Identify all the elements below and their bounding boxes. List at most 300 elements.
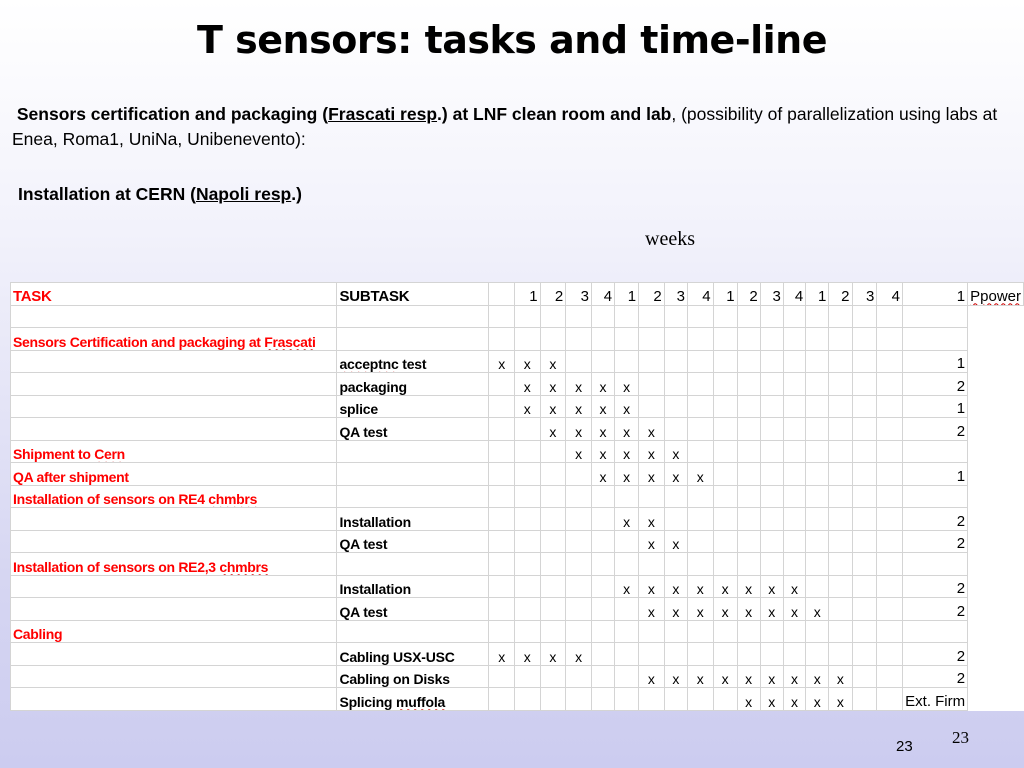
subtask-cell: QA test (337, 598, 489, 621)
p2-resp: Napoli resp (195, 184, 292, 204)
table-row (11, 350, 1024, 373)
week-cell (687, 418, 713, 441)
task-cell (11, 598, 337, 621)
week-cell (760, 328, 783, 351)
ppower-cell: 2 (903, 643, 968, 666)
week-cell (566, 575, 592, 598)
week-cell (806, 553, 829, 576)
week-cell (687, 328, 713, 351)
week-cell (760, 418, 783, 441)
week-cell (540, 328, 566, 351)
week-cell: x (760, 665, 783, 688)
week-cell (489, 440, 514, 463)
week-cell (489, 485, 514, 508)
week-cell (591, 485, 614, 508)
ppower-cell (903, 328, 968, 351)
week-number: 4 (783, 283, 805, 306)
week-cell (713, 328, 737, 351)
task-cell (11, 350, 337, 373)
spacer-cell (489, 283, 514, 306)
week-cell: x (639, 530, 665, 553)
subtask-cell: QA test (337, 418, 489, 441)
week-cell: x (591, 373, 614, 396)
week-cell (713, 395, 737, 418)
week-cell (687, 373, 713, 396)
week-cell (540, 553, 566, 576)
week-cell: x (737, 688, 760, 711)
week-cell (737, 643, 760, 666)
week-cell (760, 395, 783, 418)
task-cell (11, 508, 337, 531)
week-number: 4 (687, 283, 713, 306)
week-cell (760, 620, 783, 643)
week-cell (783, 373, 805, 396)
gantt-table (10, 282, 1024, 711)
week-cell: x (615, 508, 639, 531)
week-cell: x (514, 395, 540, 418)
ppower-cell (903, 553, 968, 576)
task-cell (11, 305, 337, 328)
week-cell: x (540, 643, 566, 666)
week-cell (591, 328, 614, 351)
week-cell: x (664, 530, 687, 553)
week-cell (639, 328, 665, 351)
week-cell (829, 440, 852, 463)
week-cell (540, 530, 566, 553)
week-cell: x (489, 643, 514, 666)
spellcheck-word: Frascati (264, 333, 316, 350)
week-cell (591, 305, 614, 328)
subtask-cell: Cabling on Disks (337, 665, 489, 688)
week-cell (852, 485, 877, 508)
ppower-cell: 1 (903, 395, 968, 418)
week-cell (591, 688, 614, 711)
week-cell (489, 665, 514, 688)
week-cell (806, 440, 829, 463)
week-cell (783, 395, 805, 418)
week-cell: x (783, 598, 805, 621)
week-cell: x (664, 665, 687, 688)
week-cell (852, 463, 877, 486)
week-cell (852, 418, 877, 441)
subtask-cell: acceptnc test (337, 350, 489, 373)
week-cell: x (639, 418, 665, 441)
ppower-header (968, 283, 1024, 306)
table-row (11, 328, 1024, 351)
week-cell (713, 688, 737, 711)
subtask-cell: packaging (337, 373, 489, 396)
table-row (11, 598, 1024, 621)
week-cell (615, 350, 639, 373)
week-cell (806, 643, 829, 666)
week-number: 2 (829, 283, 852, 306)
week-cell (852, 688, 877, 711)
week-cell (489, 598, 514, 621)
subtask-cell: Cabling USX-USC (337, 643, 489, 666)
week-cell (852, 553, 877, 576)
table-row (11, 575, 1024, 598)
week-cell (783, 440, 805, 463)
subtask-cell (337, 328, 489, 351)
week-cell (829, 643, 852, 666)
week-cell: x (783, 665, 805, 688)
week-cell (713, 373, 737, 396)
spellcheck-word: chmbrs (219, 558, 269, 575)
week-cell (760, 508, 783, 531)
week-cell: x (664, 440, 687, 463)
week-cell: x (615, 395, 639, 418)
week-cell (566, 463, 592, 486)
week-cell (806, 575, 829, 598)
week-cell: x (540, 418, 566, 441)
week-cell (829, 395, 852, 418)
week-cell (783, 418, 805, 441)
week-cell (783, 305, 805, 328)
week-cell: x (514, 373, 540, 396)
week-cell (566, 350, 592, 373)
week-cell (540, 463, 566, 486)
task-cell: Installation of sensors on RE2,3 chmbrs (11, 553, 337, 576)
week-cell (687, 395, 713, 418)
week-cell (615, 553, 639, 576)
week-cell (877, 418, 903, 441)
week-cell (615, 620, 639, 643)
week-cell: x (615, 575, 639, 598)
week-cell (852, 530, 877, 553)
week-cell (713, 418, 737, 441)
week-cell (713, 643, 737, 666)
week-cell (615, 530, 639, 553)
week-cell (664, 373, 687, 396)
week-cell (737, 508, 760, 531)
table-row (11, 373, 1024, 396)
week-cell (489, 418, 514, 441)
week-cell (566, 665, 592, 688)
week-cell (591, 350, 614, 373)
spellcheck-word: acceptnc (339, 356, 399, 372)
week-cell (514, 508, 540, 531)
week-cell: x (591, 395, 614, 418)
week-cell (615, 328, 639, 351)
week-number: 2 (540, 283, 566, 306)
task-cell (11, 418, 337, 441)
week-cell (489, 373, 514, 396)
slide-title: T sensors: tasks and time-line (197, 18, 827, 62)
week-cell (877, 598, 903, 621)
week-cell (566, 553, 592, 576)
week-cell: x (566, 440, 592, 463)
week-number: 3 (664, 283, 687, 306)
week-cell (877, 395, 903, 418)
week-cell (877, 530, 903, 553)
week-cell (737, 305, 760, 328)
week-cell (664, 305, 687, 328)
task-cell: Cabling (11, 620, 337, 643)
table-row (11, 305, 1024, 328)
page-number-b: 23 (896, 738, 913, 755)
week-cell (514, 418, 540, 441)
week-cell (783, 350, 805, 373)
week-cell (664, 485, 687, 508)
week-cell (639, 688, 665, 711)
week-cell (687, 305, 713, 328)
week-cell: x (687, 598, 713, 621)
week-cell (489, 508, 514, 531)
week-cell (877, 328, 903, 351)
week-cell (639, 373, 665, 396)
week-cell (783, 328, 805, 351)
week-cell (713, 620, 737, 643)
p2-lead: Installation at CERN ( (18, 184, 196, 204)
week-cell: x (713, 575, 737, 598)
week-cell: x (639, 508, 665, 531)
week-cell (760, 643, 783, 666)
week-cell: x (783, 688, 805, 711)
ppower-cell (903, 440, 968, 463)
week-cell (852, 508, 877, 531)
week-cell (737, 373, 760, 396)
week-cell: x (737, 575, 760, 598)
week-cell: x (760, 688, 783, 711)
week-cell (760, 553, 783, 576)
week-cell (639, 553, 665, 576)
week-cell (566, 598, 592, 621)
week-cell (615, 665, 639, 688)
week-cell (737, 328, 760, 351)
subtask-cell: Installation (337, 575, 489, 598)
ppower-cell: 2 (903, 418, 968, 441)
week-cell: x (760, 598, 783, 621)
week-cell (877, 665, 903, 688)
week-cell (540, 440, 566, 463)
week-cell (615, 643, 639, 666)
week-cell: x (806, 598, 829, 621)
week-cell (760, 350, 783, 373)
ppower-cell: 2 (903, 508, 968, 531)
table-row (11, 395, 1024, 418)
week-cell (591, 643, 614, 666)
week-number: 4 (591, 283, 614, 306)
week-cell (877, 350, 903, 373)
week-cell (852, 440, 877, 463)
week-cell (829, 575, 852, 598)
gantt-body (11, 305, 1024, 710)
week-cell (540, 508, 566, 531)
week-cell (852, 665, 877, 688)
week-cell (877, 620, 903, 643)
table-row (11, 620, 1024, 643)
week-cell (687, 688, 713, 711)
week-cell (760, 373, 783, 396)
spellcheck-word: Cern (94, 446, 125, 462)
p1-lead: Sensors certification and packaging ( (16, 104, 329, 124)
week-cell (713, 553, 737, 576)
week-cell (687, 350, 713, 373)
week-cell (591, 530, 614, 553)
week-cell (806, 530, 829, 553)
week-cell: x (829, 665, 852, 688)
week-cell (713, 530, 737, 553)
subtask-cell: QA test (337, 530, 489, 553)
week-cell (877, 553, 903, 576)
week-cell (760, 463, 783, 486)
week-cell (489, 575, 514, 598)
week-cell (591, 553, 614, 576)
subtask-cell (337, 305, 489, 328)
week-cell: x (687, 575, 713, 598)
week-cell (829, 418, 852, 441)
subtask-cell: Splicing muffola (337, 688, 489, 711)
week-cell (852, 350, 877, 373)
week-cell (806, 620, 829, 643)
week-cell (877, 440, 903, 463)
week-cell (713, 485, 737, 508)
week-cell (829, 485, 852, 508)
table-row (11, 508, 1024, 531)
task-cell (11, 575, 337, 598)
week-cell (540, 665, 566, 688)
week-cell (829, 305, 852, 328)
p1-resp: Frascati resp (328, 104, 438, 124)
week-number: 4 (877, 283, 903, 306)
week-cell: x (713, 665, 737, 688)
weeks-label: weeks (645, 228, 695, 250)
week-number: 3 (566, 283, 592, 306)
week-cell (591, 598, 614, 621)
week-cell (829, 350, 852, 373)
week-cell: x (566, 418, 592, 441)
week-number: 1 (514, 283, 540, 306)
week-number: 1 (903, 283, 968, 306)
week-cell (713, 508, 737, 531)
week-cell (737, 440, 760, 463)
ppower-cell (903, 305, 968, 328)
week-cell (514, 305, 540, 328)
ppower-header-text: Ppower (970, 287, 1021, 305)
week-cell (713, 305, 737, 328)
week-cell (687, 643, 713, 666)
week-cell: x (566, 373, 592, 396)
week-cell (877, 373, 903, 396)
week-cell (489, 305, 514, 328)
week-cell: x (783, 575, 805, 598)
week-cell: x (639, 665, 665, 688)
week-cell (566, 305, 592, 328)
week-cell: x (639, 463, 665, 486)
week-cell: x (687, 463, 713, 486)
week-cell: x (737, 598, 760, 621)
week-cell: x (615, 463, 639, 486)
week-cell (852, 373, 877, 396)
week-cell (639, 350, 665, 373)
week-cell (783, 620, 805, 643)
week-cell (760, 305, 783, 328)
week-cell (806, 508, 829, 531)
week-cell (806, 418, 829, 441)
ppower-cell: 2 (903, 665, 968, 688)
intro-paragraph-2 (18, 184, 302, 205)
subtask-cell (337, 620, 489, 643)
week-cell (877, 485, 903, 508)
task-cell (11, 395, 337, 418)
week-cell (514, 575, 540, 598)
week-cell (829, 553, 852, 576)
subtask-cell: splice (337, 395, 489, 418)
week-cell: x (687, 665, 713, 688)
subtask-cell: Installation (337, 508, 489, 531)
week-number: 2 (737, 283, 760, 306)
week-cell (514, 688, 540, 711)
week-cell (760, 530, 783, 553)
subtask-cell (337, 463, 489, 486)
week-cell (615, 485, 639, 508)
week-cell (783, 530, 805, 553)
subtask-cell (337, 485, 489, 508)
week-cell: x (514, 350, 540, 373)
week-cell (806, 328, 829, 351)
week-cell: x (540, 395, 566, 418)
week-cell (852, 395, 877, 418)
week-cell: x (591, 418, 614, 441)
week-cell (591, 575, 614, 598)
week-cell (806, 485, 829, 508)
week-cell (737, 530, 760, 553)
week-cell (829, 598, 852, 621)
week-cell (877, 688, 903, 711)
week-cell (514, 440, 540, 463)
week-cell (852, 620, 877, 643)
week-cell (591, 620, 614, 643)
week-cell: x (540, 373, 566, 396)
ppower-cell (903, 485, 968, 508)
week-cell (664, 418, 687, 441)
week-cell (852, 643, 877, 666)
week-cell (639, 395, 665, 418)
intro-paragraph-1 (12, 102, 1012, 152)
week-cell (514, 463, 540, 486)
week-cell (687, 620, 713, 643)
task-cell: Installation of sensors on RE4 chmbrs (11, 485, 337, 508)
task-cell (11, 688, 337, 711)
week-cell (514, 553, 540, 576)
week-cell (737, 350, 760, 373)
week-cell (664, 643, 687, 666)
week-cell (760, 440, 783, 463)
week-cell (806, 350, 829, 373)
week-cell (877, 463, 903, 486)
week-cell (664, 350, 687, 373)
week-cell: x (639, 575, 665, 598)
week-cell (737, 553, 760, 576)
task-cell (11, 643, 337, 666)
table-row (11, 418, 1024, 441)
week-cell (664, 688, 687, 711)
week-cell (566, 620, 592, 643)
week-cell: x (615, 373, 639, 396)
subtask-header: SUBTASK (337, 283, 489, 306)
week-cell (687, 508, 713, 531)
week-cell (664, 553, 687, 576)
week-cell (713, 350, 737, 373)
week-cell (806, 373, 829, 396)
week-cell: x (566, 643, 592, 666)
week-number: 3 (852, 283, 877, 306)
task-header: TASK (11, 283, 337, 306)
week-cell (639, 643, 665, 666)
week-cell (829, 508, 852, 531)
week-cell (566, 508, 592, 531)
task-cell (11, 530, 337, 553)
